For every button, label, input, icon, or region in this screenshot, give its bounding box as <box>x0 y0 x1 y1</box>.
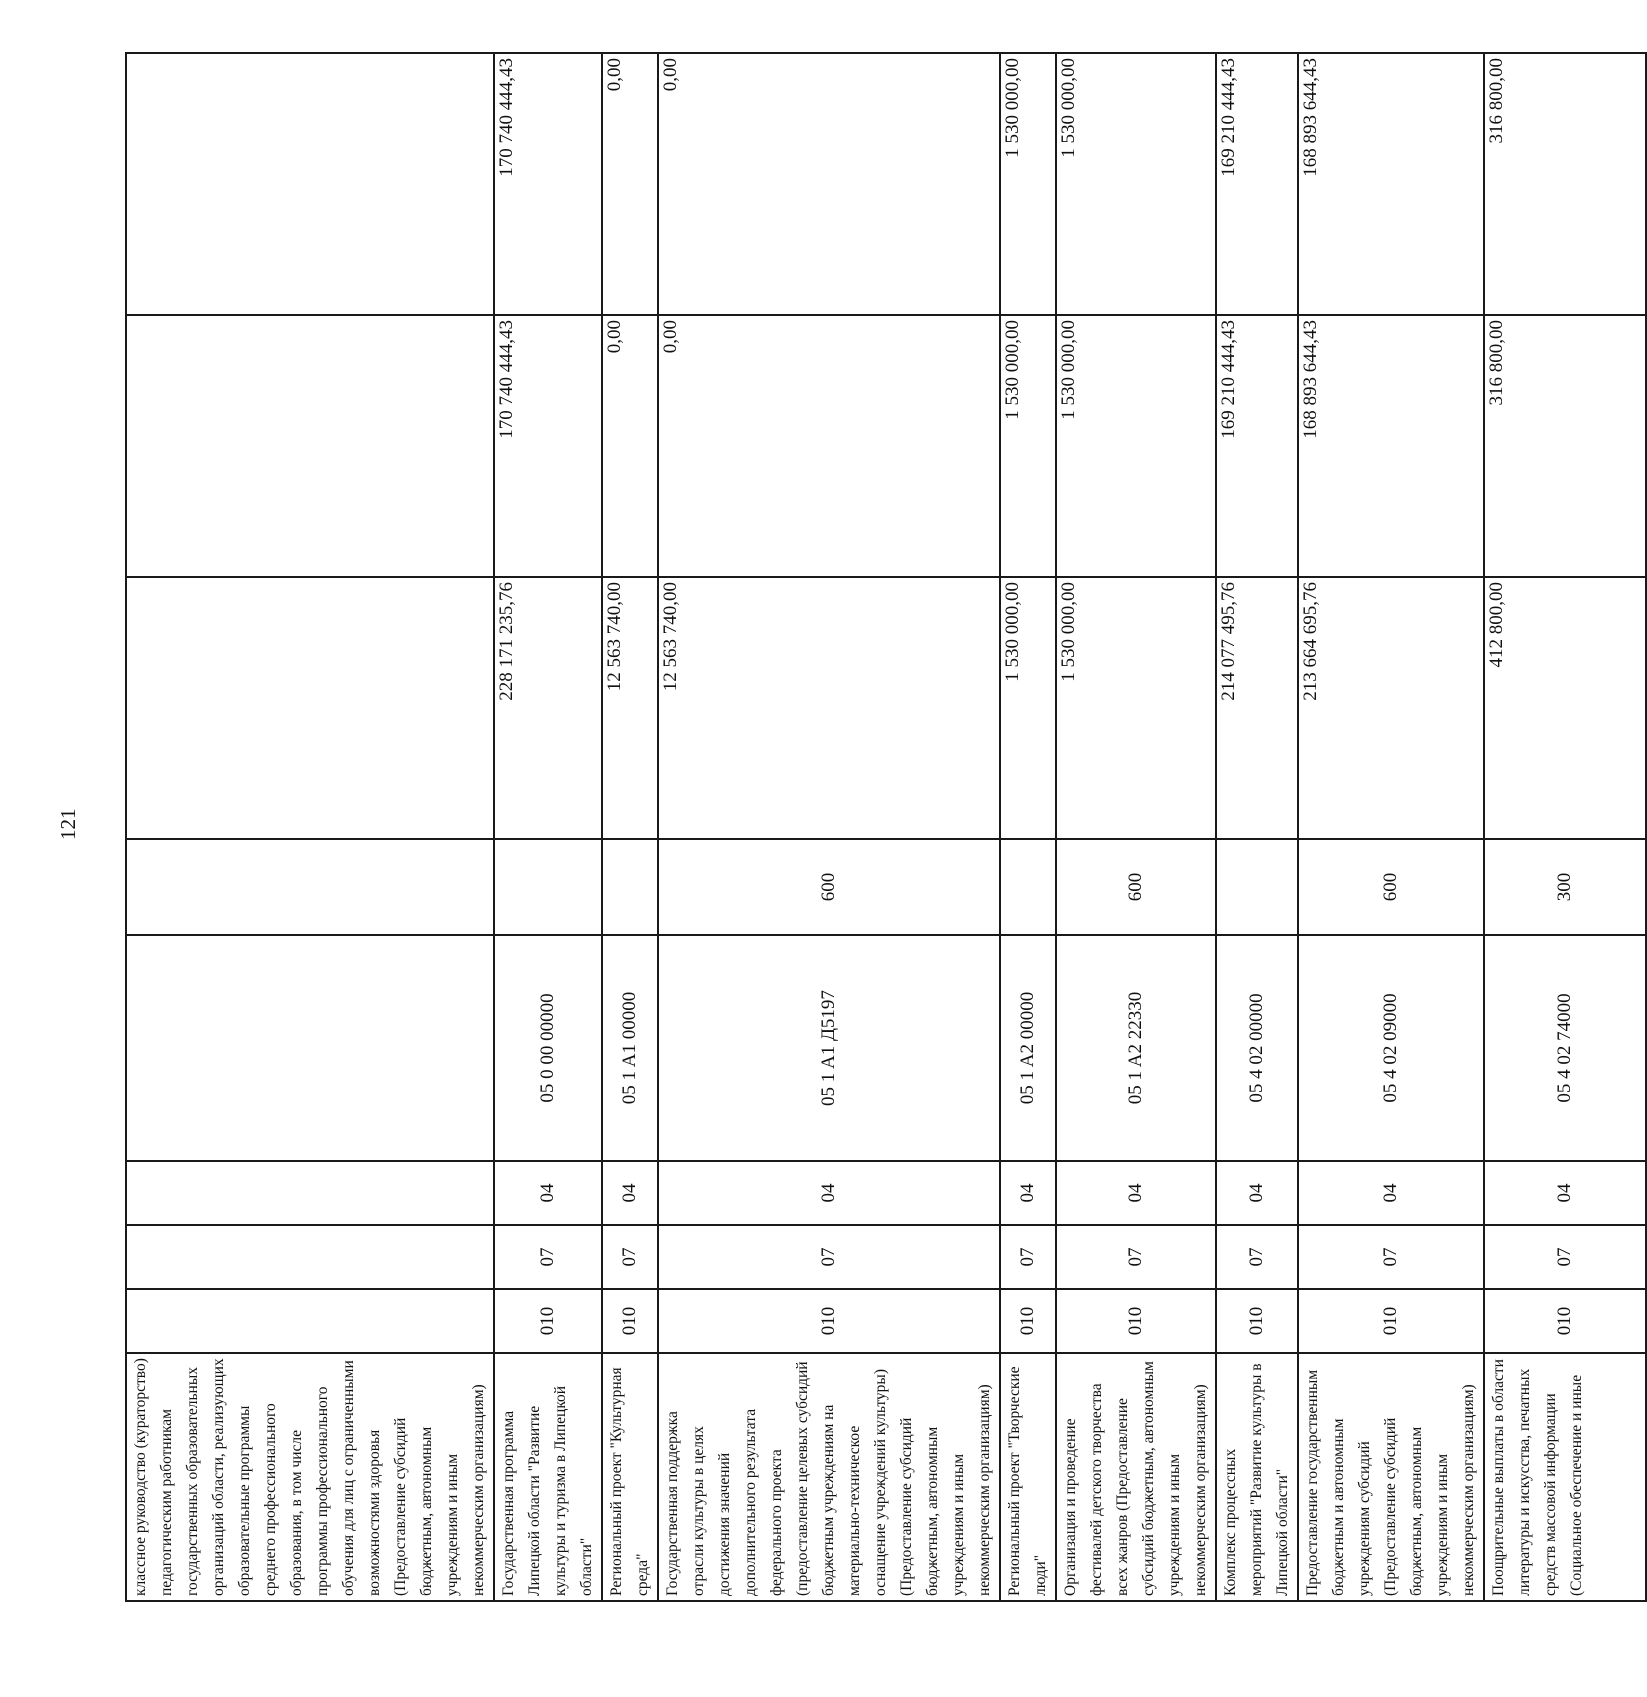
expense-type-code: 600 <box>1298 839 1484 935</box>
section-code: 07 <box>658 1225 1000 1289</box>
subsection-code: 04 <box>1484 1161 1646 1225</box>
amount-year-2: 168 893 644,43 <box>1298 315 1484 577</box>
amount-year-1: 12 563 740,00 <box>602 577 658 839</box>
amount-year-2: 316 800,00 <box>1484 315 1646 577</box>
grbs-code: 010 <box>658 1289 1000 1353</box>
subsection-code: 04 <box>1298 1161 1484 1225</box>
target-article-code: 05 1 A1 Д5197 <box>658 935 1000 1161</box>
table-row <box>602 53 658 1601</box>
expense-type-code <box>494 839 602 935</box>
row-name: Региональный проект "Культурная среда" <box>602 1353 658 1601</box>
amount-year-1: 213 664 695,76 <box>1298 577 1484 839</box>
amount-year-2: 1 530 000,00 <box>1056 315 1216 577</box>
table-row <box>1298 53 1484 1601</box>
grbs-code: 010 <box>602 1289 658 1353</box>
target-article-code <box>126 935 494 1161</box>
target-article-code: 05 0 00 00000 <box>494 935 602 1161</box>
amount-year-3: 168 893 644,43 <box>1298 53 1484 315</box>
subsection-code: 04 <box>1056 1161 1216 1225</box>
table-row <box>126 53 494 1601</box>
row-name: классное руководство (кураторство) педагогическим работникам государственных образовательных организаций области, реализующих образовательные программы среднего профессионального образования, в том числе программы профессионального обучения для лиц с ограниченными возможностями здоровья (Предоставление субсидий бюджетным, автономным учреждениям и иным некоммерческим организациям) <box>126 1353 494 1601</box>
section-code: 07 <box>1056 1225 1216 1289</box>
table-row <box>1216 53 1298 1601</box>
expense-type-code <box>126 839 494 935</box>
section-code: 07 <box>602 1225 658 1289</box>
table-row <box>1484 53 1646 1601</box>
table-row <box>658 53 1000 1601</box>
expense-type-code <box>1216 839 1298 935</box>
amount-year-1 <box>126 577 494 839</box>
subsection-code: 04 <box>494 1161 602 1225</box>
section-code: 07 <box>494 1225 602 1289</box>
grbs-code: 010 <box>1298 1289 1484 1353</box>
target-article-code: 05 1 A1 00000 <box>602 935 658 1161</box>
section-code: 07 <box>1298 1225 1484 1289</box>
target-article-code: 05 4 02 00000 <box>1216 935 1298 1161</box>
amount-year-3: 0,00 <box>658 53 1000 315</box>
amount-year-3: 0,00 <box>602 53 658 315</box>
amount-year-3: 1 530 000,00 <box>1056 53 1216 315</box>
grbs-code: 010 <box>1484 1289 1646 1353</box>
subsection-code: 04 <box>1216 1161 1298 1225</box>
expense-type-code: 600 <box>1056 839 1216 935</box>
amount-year-2 <box>126 315 494 577</box>
row-name: Государственная поддержка отрасли культуры в целях достижения значений дополнительного результата федерального проекта (предоставление целевых субсидий бюджетным учреждениям на материально-техническое оснащение учреждений культуры) (Предоставление субсидий бюджетным, автономным учреждениям и иным некоммерческим организациям) <box>658 1353 1000 1601</box>
amount-year-2: 1 530 000,00 <box>1000 315 1056 577</box>
grbs-code: 010 <box>494 1289 602 1353</box>
row-name: Комплекс процессных мероприятий "Развитие культуры в Липецкой области" <box>1216 1353 1298 1601</box>
section-code: 07 <box>1484 1225 1646 1289</box>
amount-year-1: 12 563 740,00 <box>658 577 1000 839</box>
expense-type-code <box>602 839 658 935</box>
amount-year-1: 1 530 000,00 <box>1000 577 1056 839</box>
table-row <box>494 53 602 1601</box>
amount-year-3 <box>126 53 494 315</box>
amount-year-2: 169 210 444,43 <box>1216 315 1298 577</box>
target-article-code: 05 4 02 74000 <box>1484 935 1646 1161</box>
grbs-code: 010 <box>1000 1289 1056 1353</box>
amount-year-3: 170 740 444,43 <box>494 53 602 315</box>
subsection-code: 04 <box>658 1161 1000 1225</box>
grbs-code: 010 <box>1216 1289 1298 1353</box>
page-number: 121 <box>56 808 80 840</box>
row-name: Государственная программа Липецкой области "Развитие культуры и туризма в Липецкой области" <box>494 1353 602 1601</box>
budget-table <box>125 52 1647 1602</box>
section-code: 07 <box>1000 1225 1056 1289</box>
subsection-code: 04 <box>1000 1161 1056 1225</box>
amount-year-2: 170 740 444,43 <box>494 315 602 577</box>
expense-type-code <box>1000 839 1056 935</box>
table-row <box>1056 53 1216 1601</box>
section-code <box>126 1225 494 1289</box>
target-article-code: 05 1 A2 22330 <box>1056 935 1216 1161</box>
section-code: 07 <box>1216 1225 1298 1289</box>
subsection-code <box>126 1161 494 1225</box>
row-name: Организация и проведение фестивалей детского творчества всех жанров (Предоставление субсидий бюджетным, автономным учреждениям и иным некоммерческим организациям) <box>1056 1353 1216 1601</box>
table-row <box>1000 53 1056 1601</box>
target-article-code: 05 1 A2 00000 <box>1000 935 1056 1161</box>
grbs-code: 010 <box>1056 1289 1216 1353</box>
amount-year-1: 412 800,00 <box>1484 577 1646 839</box>
expense-type-code: 600 <box>658 839 1000 935</box>
row-name: Поощрительные выплаты в области литературы и искусства, печатных средств массовой информации (Социальное обеспечение и иные <box>1484 1353 1646 1601</box>
amount-year-1: 228 171 235,76 <box>494 577 602 839</box>
subsection-code: 04 <box>602 1161 658 1225</box>
rotated-table-area <box>125 54 1585 1602</box>
amount-year-2: 0,00 <box>658 315 1000 577</box>
amount-year-1: 214 077 495,76 <box>1216 577 1298 839</box>
amount-year-1: 1 530 000,00 <box>1056 577 1216 839</box>
amount-year-3: 169 210 444,43 <box>1216 53 1298 315</box>
row-name: Региональный проект "Творческие люди" <box>1000 1353 1056 1601</box>
row-name: Предоставление государственным бюджетным и автономным учреждениям субсидий (Предоставление субсидий бюджетным, автономным учреждениям и иным некоммерческим организациям) <box>1298 1353 1484 1601</box>
amount-year-3: 1 530 000,00 <box>1000 53 1056 315</box>
target-article-code: 05 4 02 09000 <box>1298 935 1484 1161</box>
amount-year-3: 316 800,00 <box>1484 53 1646 315</box>
amount-year-2: 0,00 <box>602 315 658 577</box>
expense-type-code: 300 <box>1484 839 1646 935</box>
grbs-code <box>126 1289 494 1353</box>
